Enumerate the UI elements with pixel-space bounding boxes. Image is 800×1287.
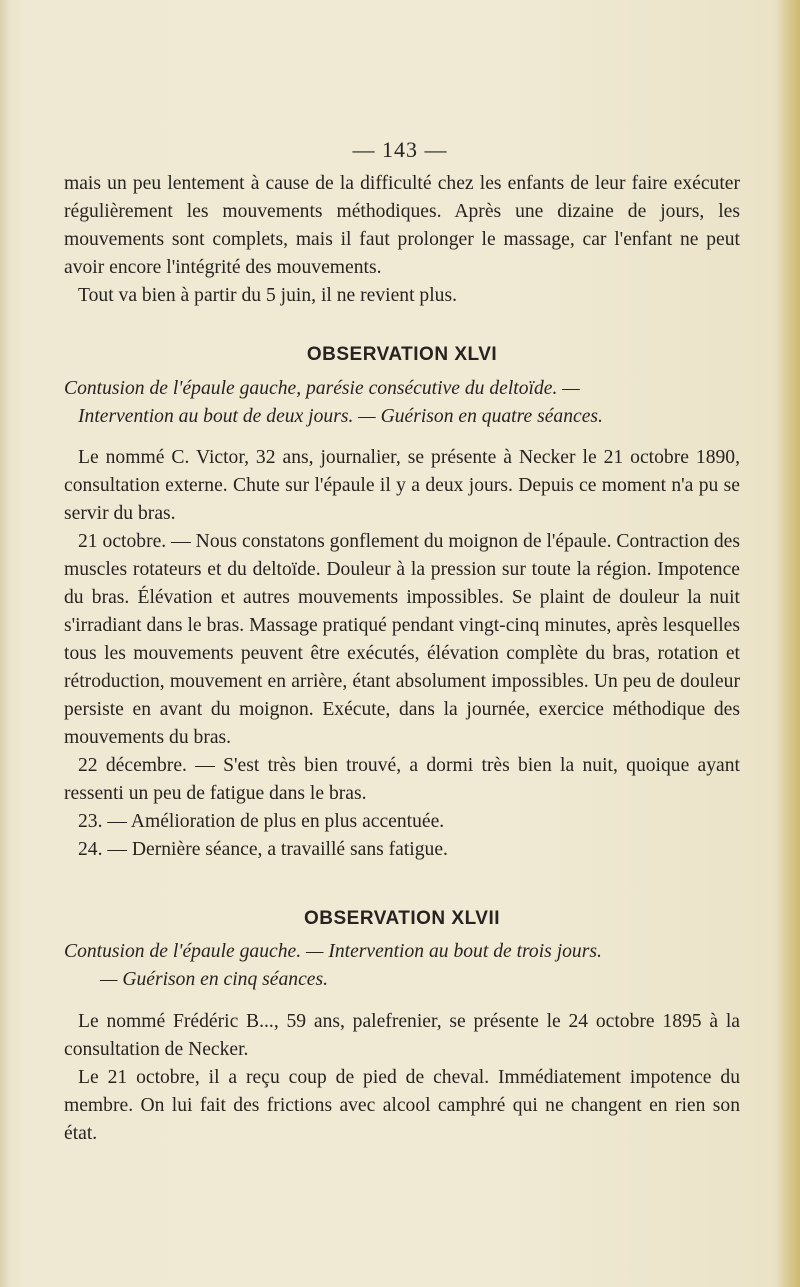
observation-47-body: [64, 1008, 740, 1148]
observation-47-subtitle: [64, 938, 740, 994]
observation-47-subtitle-line: — Guérison en cinq séances.: [100, 969, 329, 990]
page-right-edge: [776, 0, 800, 1287]
observation-46-paragraph: 24. — Dernière séance, a travaillé sans fatigue.: [78, 839, 448, 860]
page-left-edge: [0, 0, 10, 1287]
observation-46-title: OBSERVATION XLVI: [306, 344, 498, 365]
observation-46-subtitle: [64, 375, 740, 431]
observation-47-paragraph: Le 21 octobre, il a reçu coup de pied de cheval. Immédiatement impotence du membre. On lui fait des frictions avec alcool camphré qui ne changent en rien son état.: [64, 1067, 740, 1144]
observation-46-paragraph: 23. — Amélioration de plus en plus accentuée.: [78, 811, 445, 832]
observation-47-title: OBSERVATION XLVII: [303, 908, 501, 929]
observation-46-subtitle-line: Intervention au bout de deux jours. — Guérison en quatre séances.: [78, 406, 603, 427]
page-number: — 143 —: [352, 137, 448, 162]
observation-46-paragraph: 21 octobre. — Nous constatons gonflement du moignon de l'épaule. Contraction des muscles rotateurs et du deltoïde. Douleur à la pression sur toute la région. Impotence du bras. Élévation et autres mouvements impossibles. Se plaint de douleur la nuit s'irradiant dans le bras. Massage pratiqué pendant vingt-cinq minutes, après lesquelles tous les mouvements peuvent être exécutés, élévation complète du bras, rotation et rétroduction, mouvement en arrière, étant absolument impossibles. Un peu de douleur persiste en avant du moignon. Exécute, dans la journée, exercice méthodique des mouvements du bras.: [64, 531, 740, 748]
intro-paragraph: mais un peu lentement à cause de la difficulté chez les enfants de leur faire exécuter régulièrement les mouvements méthodiques. Après une dizaine de jours, les mouvements sont complets, mais il faut prolonger le massage, car l'enfant ne peut avoir encore l'intégrité des mouvements.: [64, 173, 740, 278]
observation-46-paragraph: 22 décembre. — S'est très bien trouvé, a dormi très bien la nuit, quoique ayant ressenti un peu de fatigue dans le bras.: [64, 755, 740, 804]
observation-47-paragraph: Le nommé Frédéric B..., 59 ans, palefrenier, se présente le 24 octobre 1895 à la consultation de Necker.: [64, 1011, 740, 1060]
observation-46-body: [64, 444, 740, 864]
observation-46-subtitle-line: Contusion de l'épaule gauche, parésie consécutive du deltoïde. —: [64, 378, 580, 399]
intro-text: [64, 170, 740, 310]
observation-46-paragraph: Le nommé C. Victor, 32 ans, journalier, se présente à Necker le 21 octobre 1890, consultation externe. Chute sur l'épaule il y a deux jours. Depuis ce moment n'a pu se servir du bras.: [64, 447, 740, 524]
observation-47-subtitle-line: Contusion de l'épaule gauche. — Intervention au bout de trois jours.: [64, 941, 602, 962]
intro-paragraph: Tout va bien à partir du 5 juin, il ne revient plus.: [78, 285, 457, 306]
